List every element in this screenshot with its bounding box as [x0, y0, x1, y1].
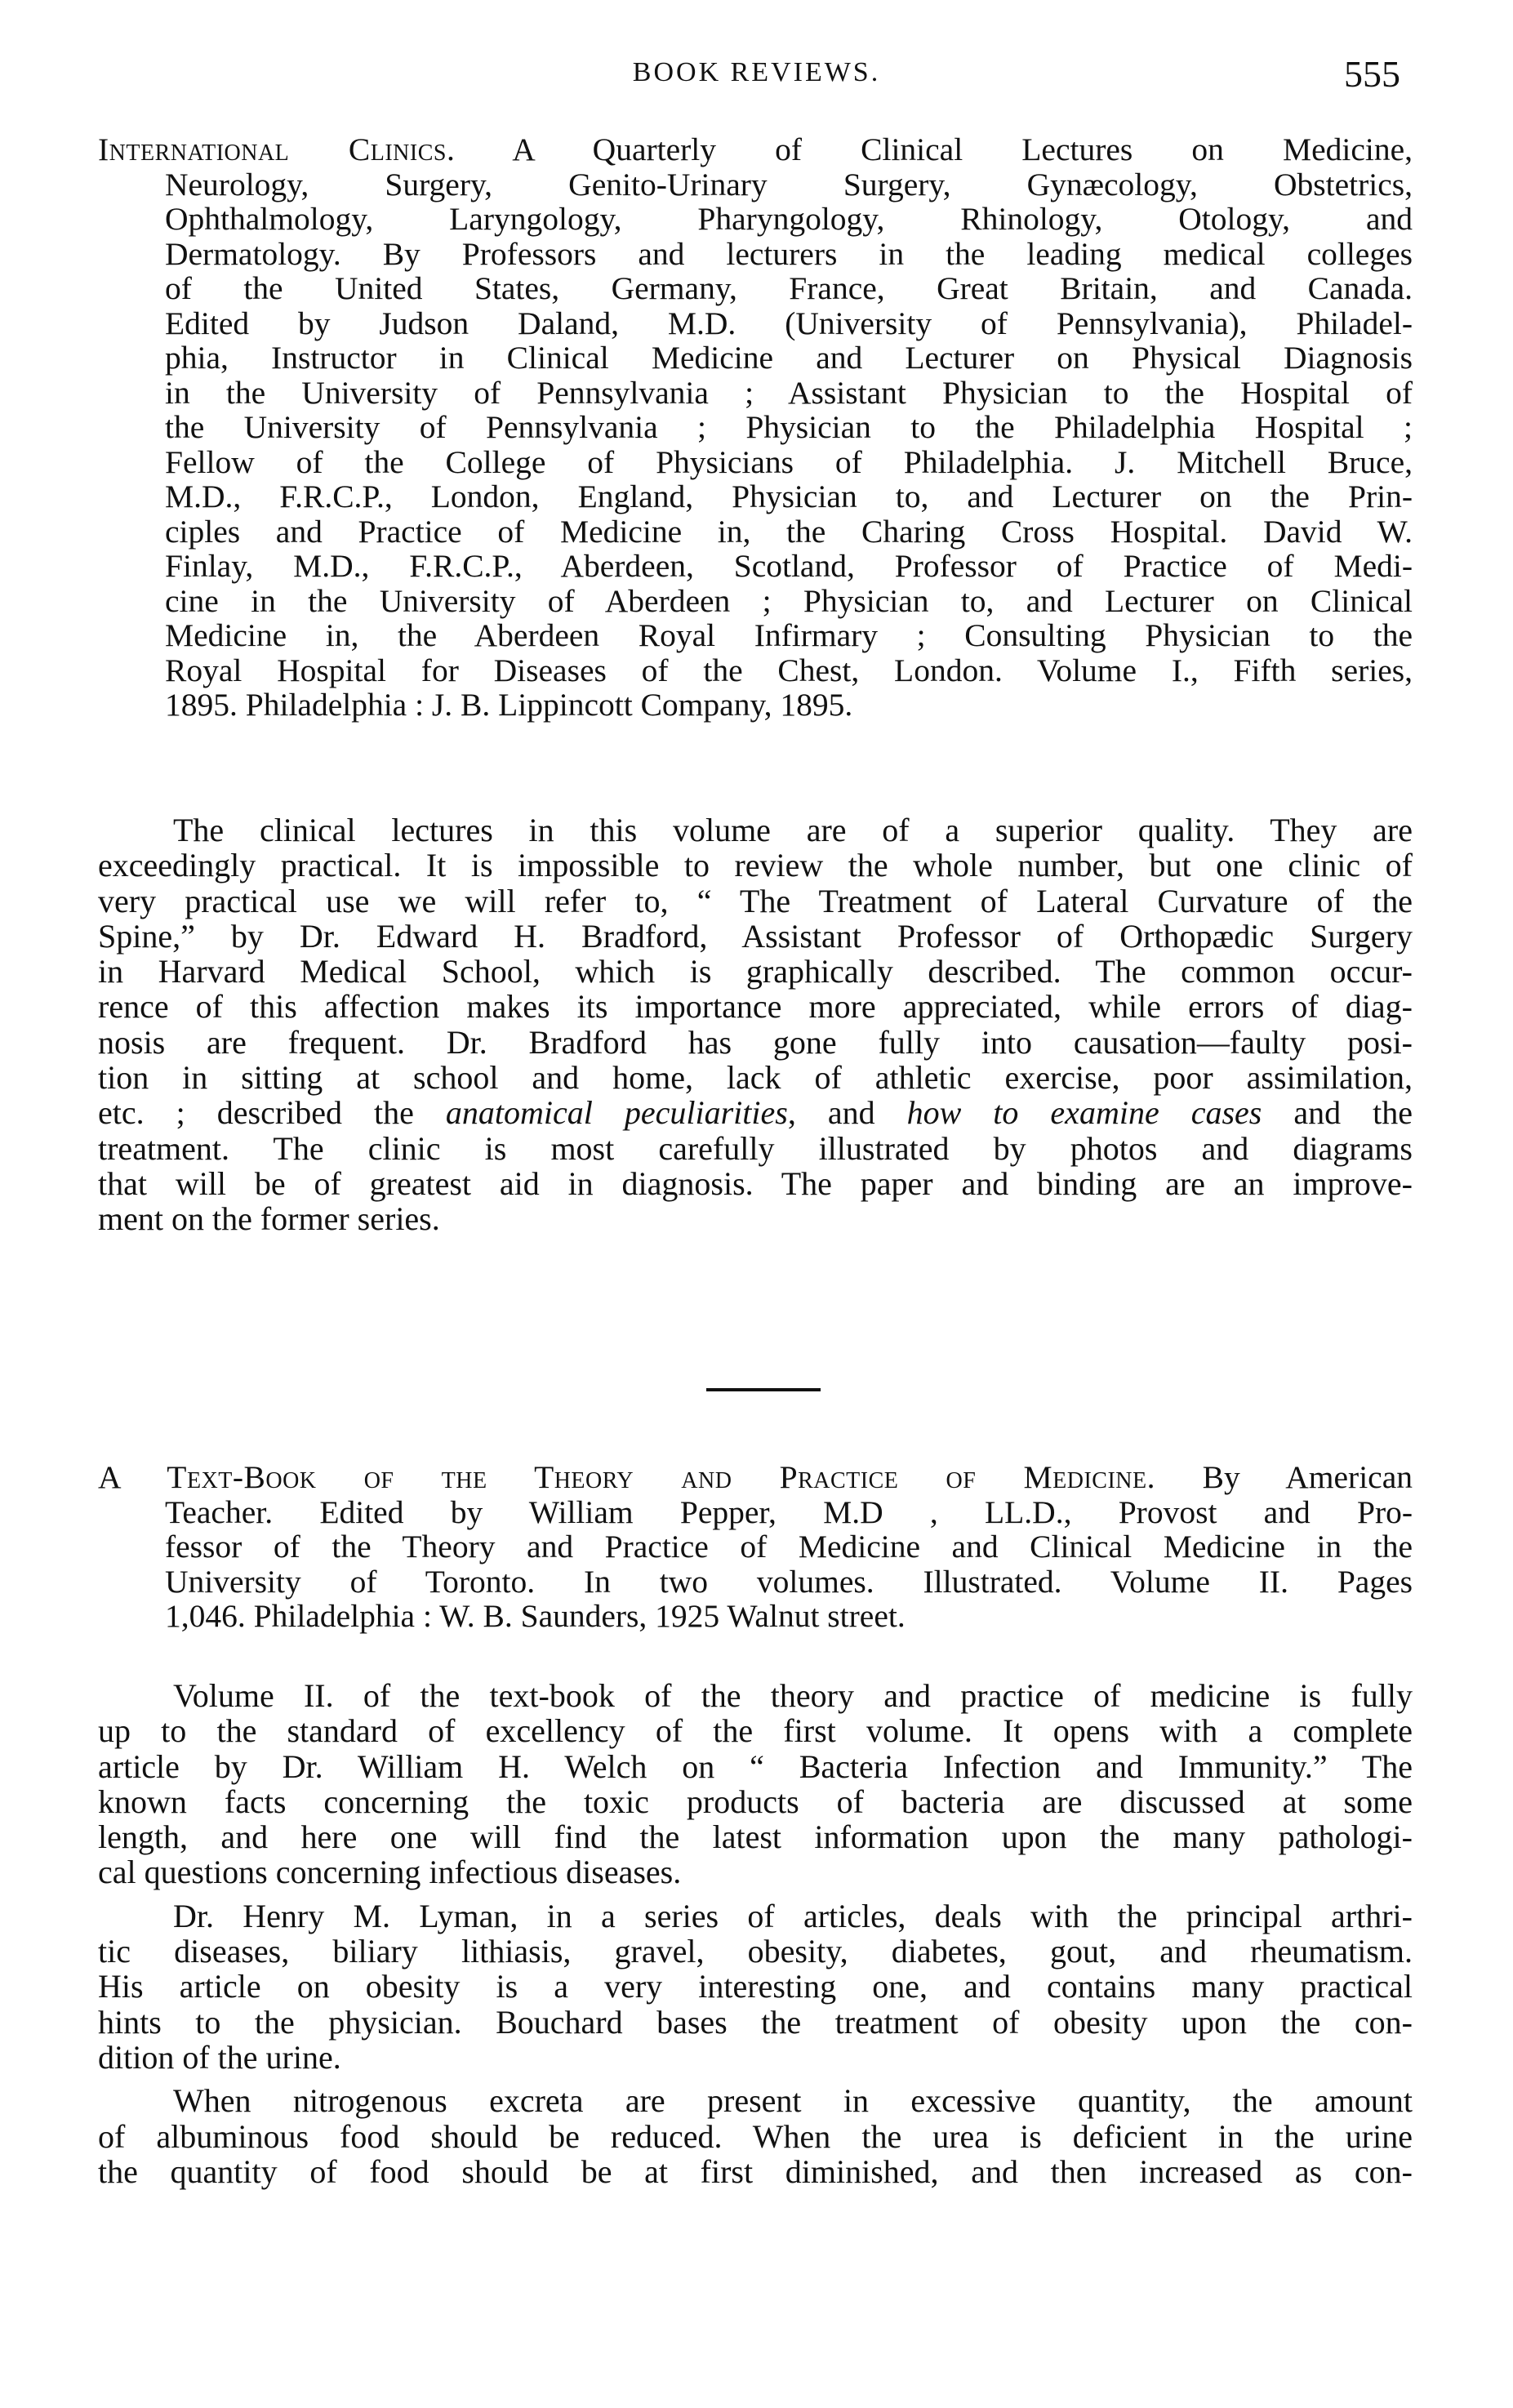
body-line: tion in sitting at school and home, lack of athletic exercise, poor assimilation, [98, 1059, 1413, 1097]
body-line: ment on the former series. [98, 1200, 440, 1238]
page-number: 555 [1344, 53, 1400, 95]
body-line: His article on obesity is a very interesting one, and contains many practical [98, 1968, 1413, 2005]
citation-line: M.D., F.R.C.P., London, England, Physician to, and Lecturer on the Prin- [165, 478, 1413, 514]
citation-line: phia, Instructor in Clinical Medicine and Lecturer on Physical Diagnosis [165, 340, 1413, 376]
body-line: tic diseases, biliary lithiasis, gravel, obesity, diabetes, gout, and rheumatism. [98, 1933, 1413, 1970]
citation-line: Royal Hospital for Diseases of the Chest, London. Volume I., Fifth series, [165, 652, 1413, 688]
section-divider [706, 1388, 821, 1391]
italic-phrase: anatomical peculiarities [445, 1094, 788, 1132]
italic-phrase: how to examine cases [906, 1094, 1262, 1132]
body-line: in Harvard Medical School, which is graphically described. The common occur- [98, 953, 1413, 990]
body-line: length, and here one will find the latest information upon the many pathologi- [98, 1818, 1413, 1856]
review-1-citation [98, 132, 1413, 723]
body-line: When nitrogenous excreta are present in excessive quantity, the amount [173, 2082, 1413, 2120]
review-1-body [98, 812, 1413, 1237]
running-head [98, 52, 1415, 109]
citation-line: International Clinics. A Quarterly of Clinical Lectures on Medicine, [98, 131, 1413, 167]
review-2-body [98, 1678, 1413, 2189]
body-line: nosis are frequent. Dr. Bradford has gone fully into causation—faulty posi- [98, 1023, 1413, 1061]
citation-line: 1895. Philadelphia : J. B. Lippincott Company, 1895. [165, 687, 853, 723]
body-line: up to the standard of excellency of the first volume. It opens with a complete [98, 1712, 1413, 1750]
body-line: known facts concerning the toxic products of bacteria are discussed at some [98, 1783, 1413, 1820]
body-line: Volume II. of the text-book of the theory and practice of medicine is fully [173, 1677, 1413, 1714]
book-title: A Text-Book of the Theory and Practice of Medicine. [98, 1459, 1155, 1495]
citation-line: Medicine in, the Aberdeen Royal Infirmary ; Consulting Physician to the [165, 617, 1413, 653]
review-2-citation [98, 1460, 1413, 1634]
citation-line: Finlay, M.D., F.R.C.P., Aberdeen, Scotland, Professor of Practice of Medi- [165, 548, 1413, 584]
citation-line: Teacher. Edited by William Pepper, M.D , LL.D., Provost and Pro- [165, 1493, 1413, 1530]
body-line: treatment. The clinic is most carefully illustrated by photos and diagrams [98, 1129, 1413, 1167]
citation-line: Edited by Judson Daland, M.D. (University of Pennsylvania), Philadel- [165, 305, 1413, 341]
body-line: very practical use we will refer to, “ The Treatment of Lateral Curvature of the [98, 882, 1413, 919]
citation-line: ciples and Practice of Medicine in, the Charing Cross Hospital. David W. [165, 513, 1413, 550]
citation-line: Neurology, Surgery, Genito-Urinary Surgery, Gynæcology, Obstetrics, [165, 166, 1413, 203]
citation-line: 1,046. Philadelphia : W. B. Saunders, 1925 Walnut street. [165, 1598, 906, 1634]
body-line: rence of this affection makes its importance more appreciated, while errors of diag- [98, 988, 1413, 1026]
body-line: the quantity of food should be at first diminished, and then increased as con- [98, 2152, 1413, 2190]
citation-line: Dermatology. By Professors and lecturers in the leading medical colleges [165, 235, 1413, 272]
citation-line: A Text-Book of the Theory and Practice of Medicine. By American [98, 1459, 1413, 1495]
book-title: International Clinics. [98, 131, 456, 167]
citation-line: fessor of the Theory and Practice of Medicine and Clinical Medicine in the [165, 1529, 1413, 1565]
citation-line: in the University of Pennsylvania ; Assistant Physician to the Hospital of [165, 374, 1413, 411]
body-line: Dr. Henry M. Lyman, in a series of articles, deals with the principal arthri- [173, 1897, 1413, 1934]
citation-line: University of Toronto. In two volumes. Illustrated. Volume II. Pages [165, 1563, 1413, 1600]
body-line: that will be of greatest aid in diagnosis. The paper and binding are an improve- [98, 1164, 1413, 1202]
running-title: BOOK REVIEWS. [632, 57, 881, 87]
body-line: The clinical lectures in this volume are of a superior quality. They are [173, 812, 1413, 848]
body-line: Spine,” by Dr. Edward H. Bradford, Assistant Professor of Orthopædic Surgery [98, 917, 1413, 955]
citation-line: Fellow of the College of Physicians of Philadelphia. J. Mitchell Bruce, [165, 443, 1413, 480]
citation-line: of the United States, Germany, France, Great Britain, and Canada. [165, 270, 1413, 306]
body-line: exceedingly practical. It is impossible to review the whole number, but one clinic of [98, 847, 1413, 884]
body-line: dition of the urine. [98, 2038, 341, 2076]
body-line: article by Dr. William H. Welch on “ Bacteria Infection and Immunity.” The [98, 1747, 1413, 1785]
citation-line: the University of Pennsylvania ; Physician to the Philadelphia Hospital ; [165, 409, 1413, 445]
body-line: cal questions concerning infectious diseases. [98, 1854, 682, 1891]
body-line: of albuminous food should be reduced. When the urea is deficient in the urine [98, 2117, 1413, 2155]
citation-line: Ophthalmology, Laryngology, Pharyngology, Rhinology, Otology, and [165, 201, 1413, 237]
body-line: etc. ; described the anatomical peculiarities, and how to examine cases and the [98, 1094, 1413, 1132]
citation-line: cine in the University of Aberdeen ; Physician to, and Lecturer on Clinical [165, 582, 1413, 619]
body-line: hints to the physician. Bouchard bases the treatment of obesity upon the con- [98, 2003, 1413, 2041]
